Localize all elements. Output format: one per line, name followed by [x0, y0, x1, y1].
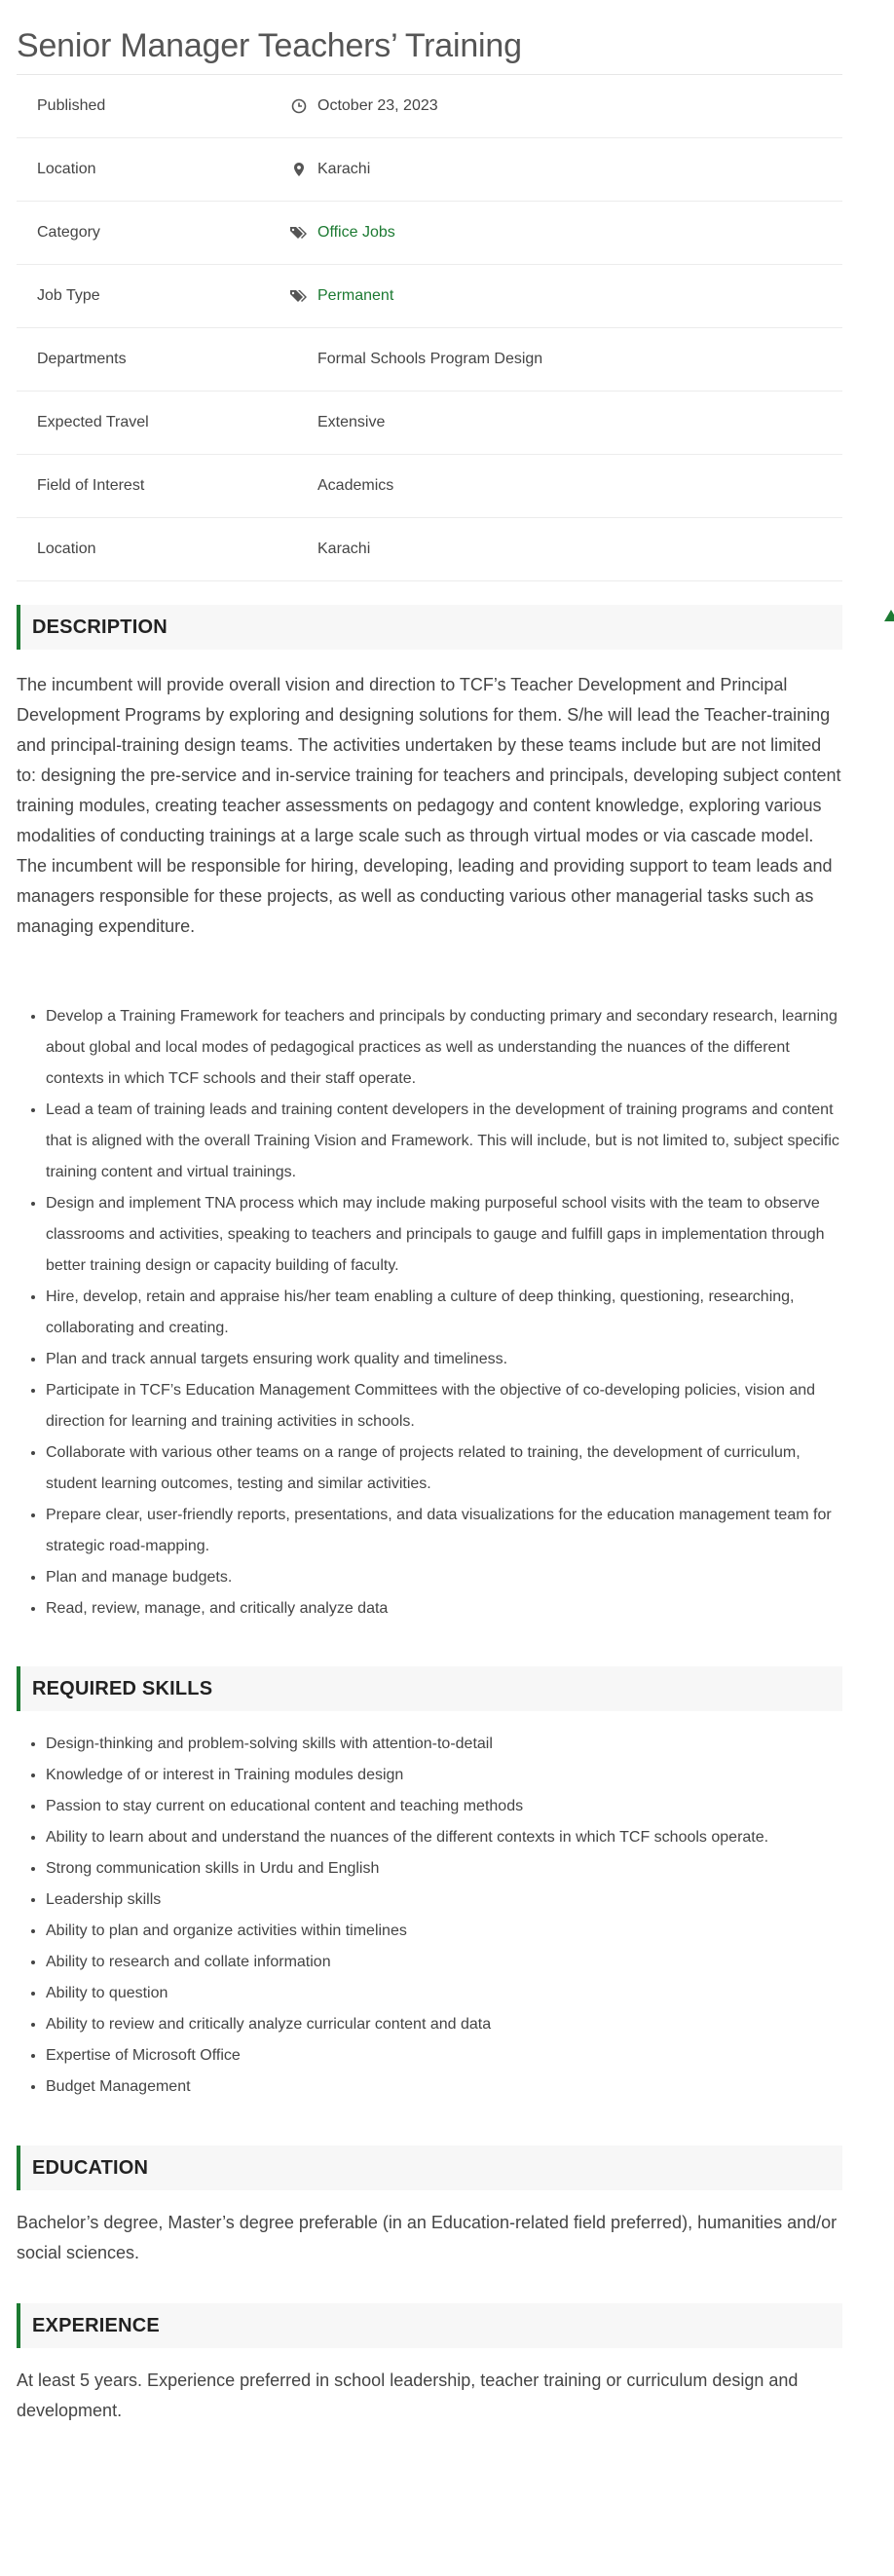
- meta-label: Departments: [17, 328, 281, 392]
- description-text: The incumbent will provide overall vision and direction to TCF’s Teacher Development and Principal Development Programs by exploring and designing solutions for them. S/he will lead the Teacher-training and principal-training design teams. The activities undertaken by these teams include but are not limited to: designing the pre-service and in-service training for teachers and principals, developing subject content training modules, creating teacher assessments on pedagogy and content knowledge, exploring various modalities of conducting trainings at a large scale such as through virtual modes or via cascade model. The incumbent will be responsible for hiring, developing, leading and providing support to team leads and managers responsible for these projects, as well as conducting various other managerial tasks such as managing expenditure.: [17, 675, 841, 936]
- clock-icon: [281, 75, 317, 138]
- experience-text: At least 5 years. Experience preferred in school leadership, teacher training or curriculum design and development.: [17, 2371, 799, 2420]
- list-item: • Ability to review and critically analyze curricular content and data: [46, 2009, 842, 2040]
- meta-label: Location: [17, 518, 281, 581]
- page-title: Senior Manager Teachers’ Training: [17, 0, 842, 75]
- list-item: • Knowledge of or interest in Training modules design: [46, 1760, 842, 1791]
- meta-value-cell: Academics: [317, 455, 842, 518]
- job-meta-table: [17, 75, 842, 581]
- list-item: • Budget Management: [46, 2072, 842, 2103]
- meta-icon-cell: [281, 392, 317, 455]
- list-item: • Leadership skills: [46, 1885, 842, 1916]
- meta-icon-cell: [281, 328, 317, 392]
- meta-label: Expected Travel: [17, 392, 281, 455]
- meta-label: Published: [17, 75, 281, 138]
- list-item: • Collaborate with various other teams on a range of projects related to training, the development of curriculum, student learning outcomes, testing and similar activities.: [46, 1437, 842, 1500]
- meta-row: [17, 202, 842, 265]
- list-item: • Ability to learn about and understand the nuances of the different contexts in which TCF schools operate.: [46, 1822, 842, 1853]
- scroll-to-top-icon[interactable]: [884, 610, 894, 621]
- list-item: • Passion to stay current on educational content and teaching methods: [46, 1791, 842, 1822]
- meta-value-link[interactable]: Permanent: [317, 287, 394, 304]
- list-item: • Participate in TCF’s Education Management Committees with the objective of co-developing policies, vision and direction for learning and training activities in schools.: [46, 1375, 842, 1437]
- meta-row: [17, 328, 842, 392]
- list-item: • Ability to question: [46, 1978, 842, 2009]
- list-item: • Hire, develop, retain and appraise his/her team enabling a culture of deep thinking, questioning, researching, collaborating and creating.: [46, 1282, 842, 1344]
- meta-row: [17, 138, 842, 202]
- meta-row: [17, 75, 842, 138]
- education-heading: EDUCATION: [17, 2146, 842, 2190]
- meta-icon-cell: [281, 455, 317, 518]
- list-item: • Prepare clear, user-friendly reports, presentations, and data visualizations for the education management team for strategic road-mapping.: [46, 1500, 842, 1562]
- tags-icon: [281, 202, 317, 265]
- list-item: • Develop a Training Framework for teachers and principals by conducting primary and secondary research, learning about global and local modes of pedagogical practices as well as understanding the nuances of the different contexts in which TCF schools and their staff operate.: [46, 1001, 842, 1095]
- meta-value-cell: [317, 265, 842, 328]
- meta-value-cell: Karachi: [317, 138, 842, 202]
- meta-row: [17, 392, 842, 455]
- list-item: • Plan and manage budgets.: [46, 1562, 842, 1593]
- skills-bullets: [17, 1729, 842, 2103]
- list-item: • Expertise of Microsoft Office: [46, 2040, 842, 2072]
- list-item: • Design-thinking and problem-solving skills with attention-to-detail: [46, 1729, 842, 1760]
- skills-heading: REQUIRED SKILLS: [17, 1666, 842, 1711]
- meta-label: Location: [17, 138, 281, 202]
- meta-row: [17, 518, 842, 581]
- description-bullets: [17, 1001, 842, 1624]
- job-detail: [17, 0, 842, 2426]
- experience-heading: EXPERIENCE: [17, 2303, 842, 2348]
- meta-row: [17, 455, 842, 518]
- list-item: • Lead a team of training leads and training content developers in the development of training programs and content that is aligned with the overall Training Vision and Framework. This will include, but is not limited to, subject specific training content and virtual trainings.: [46, 1095, 842, 1188]
- meta-label: Job Type: [17, 265, 281, 328]
- list-item: • Design and implement TNA process which may include making purposeful school visits with the team to observe classrooms and activities, speaking to teachers and principals to gauge and fulfill gaps in implementation through better training design or capacity building of faculty.: [46, 1188, 842, 1282]
- meta-value-cell: October 23, 2023: [317, 75, 842, 138]
- list-item: • Ability to plan and organize activities within timelines: [46, 1916, 842, 1947]
- list-item: • Read, review, manage, and critically analyze data: [46, 1593, 842, 1624]
- list-item: • Ability to research and collate information: [46, 1947, 842, 1978]
- meta-label: Category: [17, 202, 281, 265]
- map-pin-icon: [281, 138, 317, 202]
- list-item: • Strong communication skills in Urdu and English: [46, 1853, 842, 1885]
- meta-value-cell: Karachi: [317, 518, 842, 581]
- education-text: Bachelor’s degree, Master’s degree preferable (in an Education-related field preferred), humanities and/or social sciences.: [17, 2213, 838, 2262]
- meta-value-cell: Formal Schools Program Design: [317, 328, 842, 392]
- meta-label: Field of Interest: [17, 455, 281, 518]
- meta-value-cell: Extensive: [317, 392, 842, 455]
- meta-row: [17, 265, 842, 328]
- list-item: • Plan and track annual targets ensuring work quality and timeliness.: [46, 1344, 842, 1375]
- meta-value-cell: [317, 202, 842, 265]
- meta-icon-cell: [281, 518, 317, 581]
- tags-icon: [281, 265, 317, 328]
- meta-value-link[interactable]: Office Jobs: [317, 224, 395, 241]
- description-heading: DESCRIPTION: [17, 605, 842, 650]
